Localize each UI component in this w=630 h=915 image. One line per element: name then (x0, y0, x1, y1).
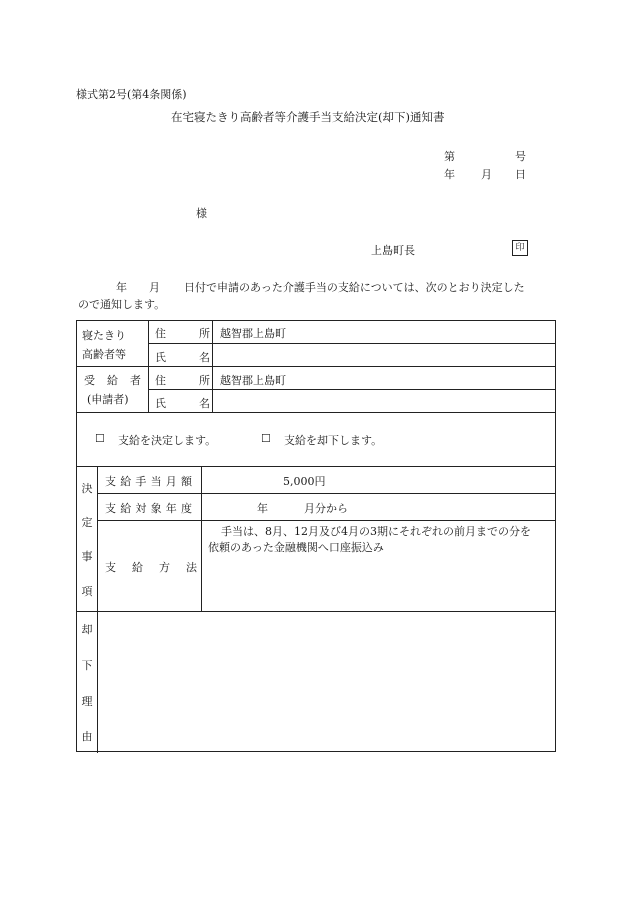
issuer-name: 上島町長 (371, 244, 415, 257)
reject-option-label: 支給を却下します。 (284, 434, 383, 447)
target-year-label: 支給対象年度 (105, 502, 197, 515)
body-rest: 日付で申請のあった介護手当の支給については、次のとおり決定した (184, 281, 525, 294)
rejection-heading: 却 下 理 由 (81, 623, 93, 743)
method-label: 支給方法 (105, 561, 213, 574)
addressee-suffix: 様 (196, 207, 207, 220)
form-number: 様式第2号(第4条関係) (76, 88, 187, 101)
recipient-label: 受給者 (84, 374, 153, 387)
recipient-name-label-1: 氏 (155, 397, 166, 410)
monthly-amount-label: 支給手当月額 (105, 475, 197, 488)
body-month: 月 (149, 281, 160, 294)
date-month: 月 (481, 168, 492, 181)
method-line1: 手当は、8月、12月及び4月の3期にそれぞれの前月までの分を (221, 525, 531, 538)
recipient-name-label-2: 名 (199, 397, 210, 410)
date-year: 年 (444, 168, 455, 181)
bedridden-name-label-2: 名 (199, 351, 210, 364)
approve-checkbox[interactable]: ☐ (95, 432, 105, 445)
number-dai: 第 (444, 150, 455, 163)
target-year-from: 月分から (304, 502, 348, 515)
body-year: 年 (116, 281, 127, 294)
applicant-label: (申請者) (87, 393, 129, 406)
bedridden-address-label-2: 所 (199, 327, 210, 340)
bedridden-address-value: 越智郡上島町 (220, 327, 286, 340)
rejection-reason-area[interactable] (99, 613, 553, 751)
seal-mark: 印 (512, 240, 528, 256)
recipient-address-label-2: 所 (199, 374, 210, 387)
bedridden-address-label-1: 住 (155, 327, 166, 340)
bedridden-label-1: 寝たきり (82, 329, 126, 342)
monthly-amount-value: 5,000円 (283, 475, 326, 488)
decision-table (76, 320, 556, 752)
approve-option-label: 支給を決定します。 (118, 434, 217, 447)
reject-checkbox[interactable]: ☐ (261, 432, 271, 445)
document-title: 在宅寝たきり高齢者等介護手当支給決定(却下)通知書 (171, 110, 445, 124)
number-go: 号 (515, 150, 526, 163)
target-year-nen: 年 (257, 502, 268, 515)
decision-heading: 決 定 事 項 (81, 482, 93, 598)
recipient-address-value: 越智郡上島町 (220, 374, 286, 387)
recipient-address-label-1: 住 (155, 374, 166, 387)
method-line2: 依頼のあった金融機関へ口座振込み (208, 541, 384, 554)
notice-body-line2: ので通知します。 (78, 298, 166, 311)
bedridden-name-label-1: 氏 (155, 351, 166, 364)
bedridden-label-2: 高齢者等 (82, 348, 126, 361)
date-day: 日 (515, 168, 526, 181)
